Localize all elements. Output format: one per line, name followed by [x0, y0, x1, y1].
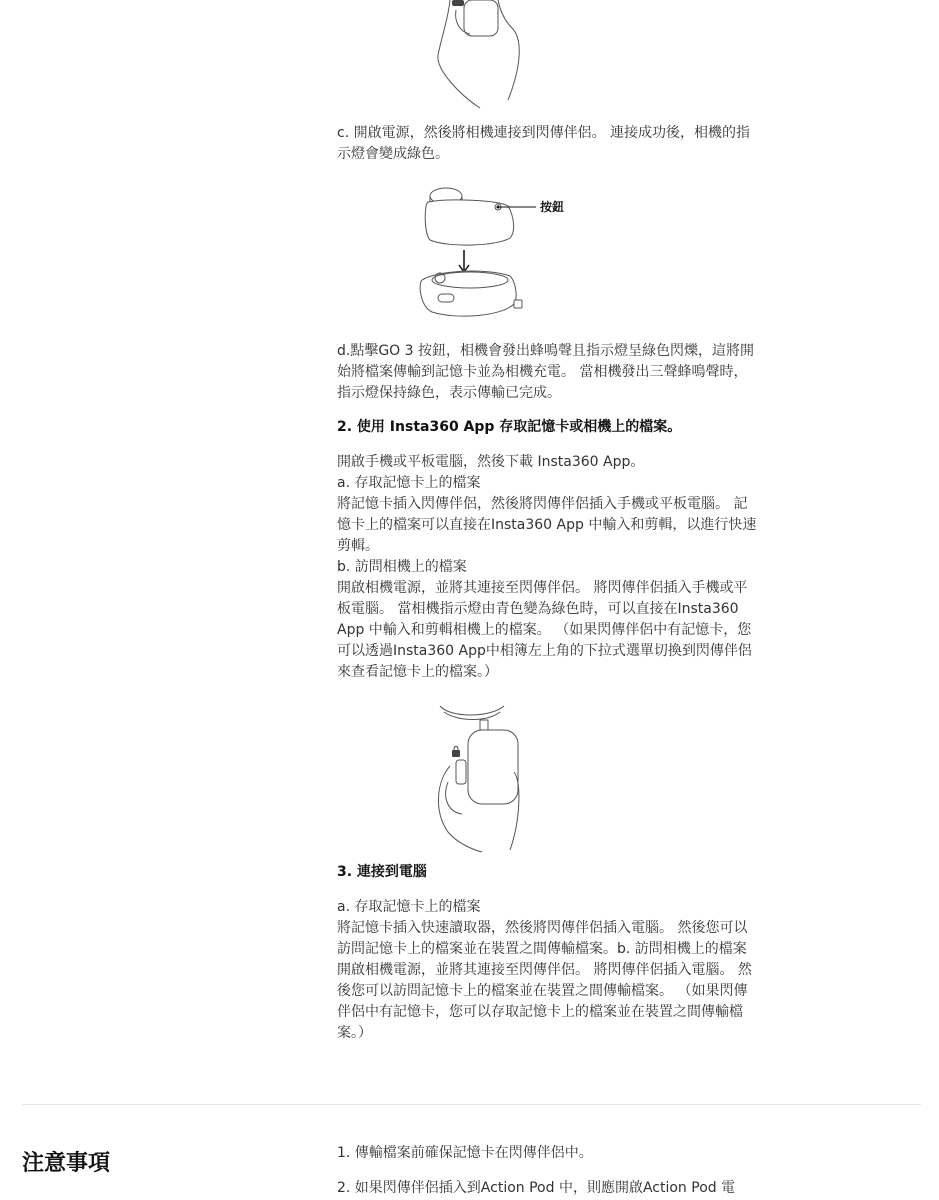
- pc-b-body: 開啟相機電源，並將其連接至閃傳伴侶。 將閃傳伴侶插入電腦。 然後您可以訪問記憶卡上的檔案並在裝置之間傳輸檔案。 （如果閃傳伴侶中有記憶卡，您可以存取記憶卡上的檔案並在裝置之間傳輸檔案。）: [337, 962, 752, 1041]
- app-section-body: [337, 452, 757, 683]
- notes-item-2: 2. 如果閃傳伴侶插入到Action Pod 中，則應開啟Action Pod 電: [337, 1180, 736, 1196]
- step-c-block: [337, 123, 757, 165]
- button-callout-label: 按鈕: [540, 200, 565, 214]
- pc-a-title: a. 存取記憶卡上的檔案: [337, 899, 481, 915]
- app-intro: 開啟手機或平板電腦，然後下載 Insta360 App。: [337, 454, 645, 470]
- pc-a-body: 將記憶卡插入快速讀取器，然後將閃傳伴侶插入電腦。 然後您可以訪問記憶卡上的檔案並在裝置之間傳輸檔案。b. 訪問相機上的檔案: [337, 920, 748, 957]
- pc-section-body: [337, 897, 757, 1044]
- step-d-block: [337, 341, 757, 404]
- camera-dock-illustration: [418, 182, 528, 322]
- notes-list-2: [337, 1178, 757, 1199]
- step-d-text: d.點擊GO 3 按鈕，相機會發出蜂鳴聲且指示燈呈綠色閃爍，這將開始將檔案傳輸到記憶卡並為相機充電。 當相機發出三聲蜂鳴聲時，指示燈保持綠色，表示傳輸已完成。: [337, 343, 755, 401]
- app-section: [337, 417, 757, 438]
- notes-item-1: 1. 傳輸檔案前確保記憶卡在閃傳伴侶中。: [337, 1145, 593, 1161]
- pc-section: [337, 862, 757, 883]
- app-section-heading: 2. 使用 Insta360 App 存取記憶卡或相機上的檔案。: [337, 419, 682, 435]
- app-b-title: b. 訪問相機上的檔案: [337, 559, 467, 575]
- pc-section-heading: 3. 連接到電腦: [337, 864, 427, 880]
- notes-title: 注意事項: [22, 1151, 111, 1176]
- step-c-text: c. 開啟電源，然後將相機連接到閃傳伴侶。 連接成功後，相機的指示燈會變成綠色。: [337, 125, 751, 162]
- notes-list: [337, 1143, 757, 1164]
- app-a-title: a. 存取記憶卡上的檔案: [337, 475, 481, 491]
- section-divider: [22, 1104, 921, 1105]
- app-b-body: 開啟相機電源，並將其連接至閃傳伴侶。 將閃傳伴侶插入手機或平板電腦。 當相機指示燈由青色變為綠色時，可以直接在Insta360 App 中輸入和剪輯相機上的檔案。 （如果閃傳伴侶中有記憶卡，您可以透過Insta360 App中相簿左上角的下拉式選單切換到閃傳伴侶來查看記憶卡上的檔案。）: [337, 580, 752, 680]
- button-callout-line: [498, 206, 538, 208]
- camera-phone-illustration: [430, 702, 530, 852]
- app-a-body: 將記憶卡插入閃傳伴侶，然後將閃傳伴侶插入手機或平板電腦。 記憶卡上的檔案可以直接在Insta360 App 中輸入和剪輯，以進行快速剪輯。: [337, 496, 757, 554]
- hand-holding-camera-illustration: [420, 0, 530, 110]
